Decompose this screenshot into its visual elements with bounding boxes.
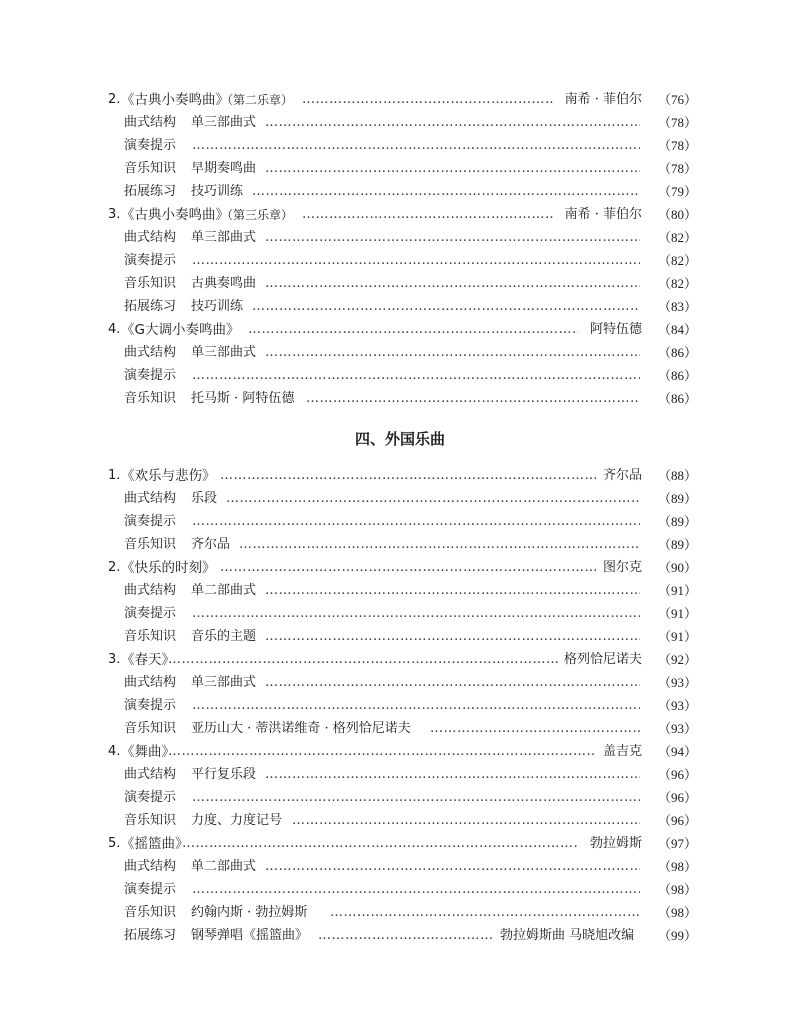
item-label: 音乐知识: [124, 629, 177, 644]
toc-entry-item: [0, 925, 800, 947]
item-page: （78）: [658, 115, 698, 130]
item-page: （96）: [658, 790, 698, 805]
item-label: 曲式结构: [124, 859, 177, 874]
item-label: 曲式结构: [124, 115, 177, 130]
leader-dots: [318, 925, 494, 947]
toc-entry-heading: [0, 319, 800, 341]
toc-entry-item: [0, 511, 800, 533]
item-page: （96）: [658, 813, 698, 828]
item-text: 单三部曲式: [191, 230, 257, 245]
item-label: 音乐知识: [124, 721, 177, 736]
entry-composer: 格列恰尼诺夫: [563, 652, 642, 667]
item-page: （89）: [658, 491, 698, 506]
entry-number: 4.: [108, 322, 121, 337]
entry-title: 《摇篮曲》: [121, 836, 189, 852]
toc-entry-heading: [0, 557, 800, 579]
item-page: （82）: [658, 253, 698, 268]
item-page: （89）: [658, 537, 698, 552]
item-page: （93）: [658, 721, 698, 736]
leader-dots: [220, 557, 596, 579]
item-text: 单二部曲式: [191, 583, 257, 598]
item-text: 约翰内斯 · 勃拉姆斯: [191, 905, 308, 920]
item-label: 拓展练习: [124, 299, 177, 314]
toc-entry-heading: [0, 89, 800, 111]
entry-page: （76）: [658, 92, 698, 107]
item-page: （99）: [658, 928, 698, 943]
entry-page: （94）: [658, 744, 698, 759]
item-text: 单三部曲式: [191, 115, 257, 130]
toc-entry-item: [0, 787, 800, 809]
item-label: 音乐知识: [124, 537, 177, 552]
leader-dots: [265, 764, 640, 786]
toc-entry-item: [0, 810, 800, 832]
leader-dots: [252, 296, 640, 318]
toc-entry-item: [0, 902, 800, 924]
leader-dots: [182, 833, 578, 855]
entry-page: （84）: [658, 322, 698, 337]
item-page: （89）: [658, 514, 698, 529]
toc-entry-item: [0, 365, 800, 387]
item-page: （78）: [658, 138, 698, 153]
leader-dots: [192, 511, 640, 533]
entry-title: 《春天》: [121, 652, 175, 668]
toc-entry-heading: [0, 741, 800, 763]
toc-entry-item: [0, 250, 800, 272]
entry-number: 5.: [108, 836, 121, 851]
entry-number: 3.: [108, 652, 121, 667]
leader-dots: [302, 204, 554, 226]
toc-entry-item: [0, 672, 800, 694]
toc-entry-item: [0, 227, 800, 249]
leader-dots: [302, 89, 554, 111]
leader-dots: [220, 465, 596, 487]
item-text: 单二部曲式: [191, 859, 257, 874]
leader-dots: [430, 718, 640, 740]
toc-entry-item: [0, 135, 800, 157]
item-label: 演奏提示: [124, 882, 177, 897]
item-text: 单三部曲式: [191, 345, 257, 360]
toc-entry-item: [0, 534, 800, 556]
entry-page: （97）: [658, 836, 698, 851]
item-page: （82）: [658, 276, 698, 291]
leader-dots: [192, 250, 640, 272]
item-page: （91）: [658, 629, 698, 644]
item-label: 拓展练习: [124, 184, 177, 199]
entry-number: 2.: [108, 92, 121, 107]
leader-dots: [192, 603, 640, 625]
item-label: 拓展练习: [124, 928, 177, 943]
item-text: 齐尔品: [191, 537, 231, 552]
item-label: 音乐知识: [124, 161, 177, 176]
item-label: 音乐知识: [124, 276, 177, 291]
item-page: （98）: [658, 859, 698, 874]
item-label: 曲式结构: [124, 675, 177, 690]
entry-composer: 齐尔品: [602, 468, 642, 483]
item-label: 曲式结构: [124, 583, 177, 598]
item-text: 平行复乐段: [191, 767, 257, 782]
leader-dots: [265, 227, 640, 249]
item-text: 技巧训练: [191, 184, 244, 199]
leader-dots: [192, 879, 640, 901]
item-text: 托马斯 · 阿特伍德: [191, 391, 295, 406]
item-label: 音乐知识: [124, 905, 177, 920]
item-label: 演奏提示: [124, 606, 177, 621]
entry-title: 《G大调小奏鸣曲》: [121, 322, 240, 338]
leader-dots: [248, 319, 578, 341]
entry-composer: 南希 · 菲伯尔: [564, 207, 642, 222]
toc-entry-item: [0, 488, 800, 510]
item-page: （93）: [658, 675, 698, 690]
leader-dots: [192, 695, 640, 717]
item-page: （83）: [658, 299, 698, 314]
entry-title: 《舞曲》: [121, 744, 175, 760]
item-page: （91）: [658, 606, 698, 621]
leader-dots: [265, 342, 640, 364]
item-label: 曲式结构: [124, 345, 177, 360]
item-text: 乐段: [191, 491, 218, 506]
toc-entry-item: [0, 181, 800, 203]
entry-number: 4.: [108, 744, 121, 759]
item-page: （82）: [658, 230, 698, 245]
entry-composer: 图尔克: [602, 560, 642, 575]
item-text: 单三部曲式: [191, 675, 257, 690]
item-page: （78）: [658, 161, 698, 176]
leader-dots: [239, 534, 640, 556]
toc-entry-heading: [0, 465, 800, 487]
entry-page: （90）: [658, 560, 698, 575]
entry-subtitle: （第二乐章）: [221, 93, 294, 107]
item-page: （98）: [658, 905, 698, 920]
leader-dots: [192, 135, 640, 157]
item-page: （86）: [658, 368, 698, 383]
section-heading: 四、外国乐曲: [354, 430, 445, 448]
entry-composer: 盖吉克: [602, 744, 642, 759]
item-label: 演奏提示: [124, 698, 177, 713]
toc-entry-item: [0, 626, 800, 648]
item-label: 演奏提示: [124, 790, 177, 805]
leader-dots: [265, 112, 640, 134]
entry-composer: 勃拉姆斯: [589, 836, 642, 851]
item-page: （93）: [658, 698, 698, 713]
item-label: 曲式结构: [124, 230, 177, 245]
toc-entry-item: [0, 764, 800, 786]
entry-number: 2.: [108, 560, 121, 575]
toc-entry-item: [0, 695, 800, 717]
item-text: 亚历山大 · 蒂洪诺维奇 · 格列恰尼诺夫: [191, 721, 411, 736]
leader-dots: [168, 741, 596, 763]
toc-entry-heading: [0, 649, 800, 671]
leader-dots: [306, 388, 640, 410]
item-page: （91）: [658, 583, 698, 598]
leader-dots: [265, 273, 640, 295]
leader-dots: [252, 181, 640, 203]
item-label: 曲式结构: [124, 767, 177, 782]
item-label: 演奏提示: [124, 514, 177, 529]
item-page: （98）: [658, 882, 698, 897]
entry-page: （88）: [658, 468, 698, 483]
toc-entry-item: [0, 879, 800, 901]
item-label: 曲式结构: [124, 491, 177, 506]
item-label: 音乐知识: [124, 813, 177, 828]
item-composer: 勃拉姆斯曲 马晓旭改编: [500, 928, 635, 943]
item-label: 演奏提示: [124, 138, 177, 153]
item-text: 古典奏鸣曲: [191, 276, 257, 291]
item-text: 技巧训练: [191, 299, 244, 314]
toc-entry-item: [0, 112, 800, 134]
leader-dots: [265, 158, 640, 180]
toc-entry-item: [0, 273, 800, 295]
entry-title: 《欢乐与悲伤》: [121, 468, 216, 484]
toc-entry-item: [0, 856, 800, 878]
item-text: 早期奏鸣曲: [191, 161, 257, 176]
leader-dots: [168, 649, 558, 671]
leader-dots: [265, 580, 640, 602]
toc-entry-item: [0, 718, 800, 740]
entry-page: （92）: [658, 652, 698, 667]
leader-dots: [265, 856, 640, 878]
entry-number: 1.: [108, 468, 121, 483]
leader-dots: [330, 902, 640, 924]
entry-page: （80）: [658, 207, 698, 222]
item-label: 音乐知识: [124, 391, 177, 406]
toc-entry-heading: [0, 833, 800, 855]
leader-dots: [292, 810, 640, 832]
entry-subtitle: （第三乐章）: [221, 208, 294, 222]
toc-entry-item: [0, 158, 800, 180]
leader-dots: [226, 488, 640, 510]
item-page: （96）: [658, 767, 698, 782]
item-page: （79）: [658, 184, 698, 199]
toc-entry-item: [0, 342, 800, 364]
leader-dots: [192, 365, 640, 387]
item-text: 音乐的主题: [191, 629, 257, 644]
toc-entry-item: [0, 603, 800, 625]
item-text: 力度、力度记号: [191, 813, 283, 828]
leader-dots: [265, 672, 640, 694]
toc-entry-item: [0, 296, 800, 318]
leader-dots: [192, 787, 640, 809]
toc-entry-item: [0, 580, 800, 602]
toc-entry-heading: [0, 204, 800, 226]
entry-title: 《古典小奏鸣曲》: [121, 207, 229, 223]
entry-number: 3.: [108, 207, 121, 222]
item-label: 演奏提示: [124, 253, 177, 268]
item-page: （86）: [658, 391, 698, 406]
toc-entry-item: [0, 388, 800, 410]
entry-title: 《古典小奏鸣曲》: [121, 92, 229, 108]
item-text: 钢琴弹唱《摇篮曲》: [191, 928, 309, 943]
item-page: （86）: [658, 345, 698, 360]
entry-composer: 阿特伍德: [589, 322, 642, 337]
entry-composer: 南希 · 菲伯尔: [564, 92, 642, 107]
leader-dots: [265, 626, 640, 648]
entry-title: 《快乐的时刻》: [121, 560, 216, 576]
item-label: 演奏提示: [124, 368, 177, 383]
